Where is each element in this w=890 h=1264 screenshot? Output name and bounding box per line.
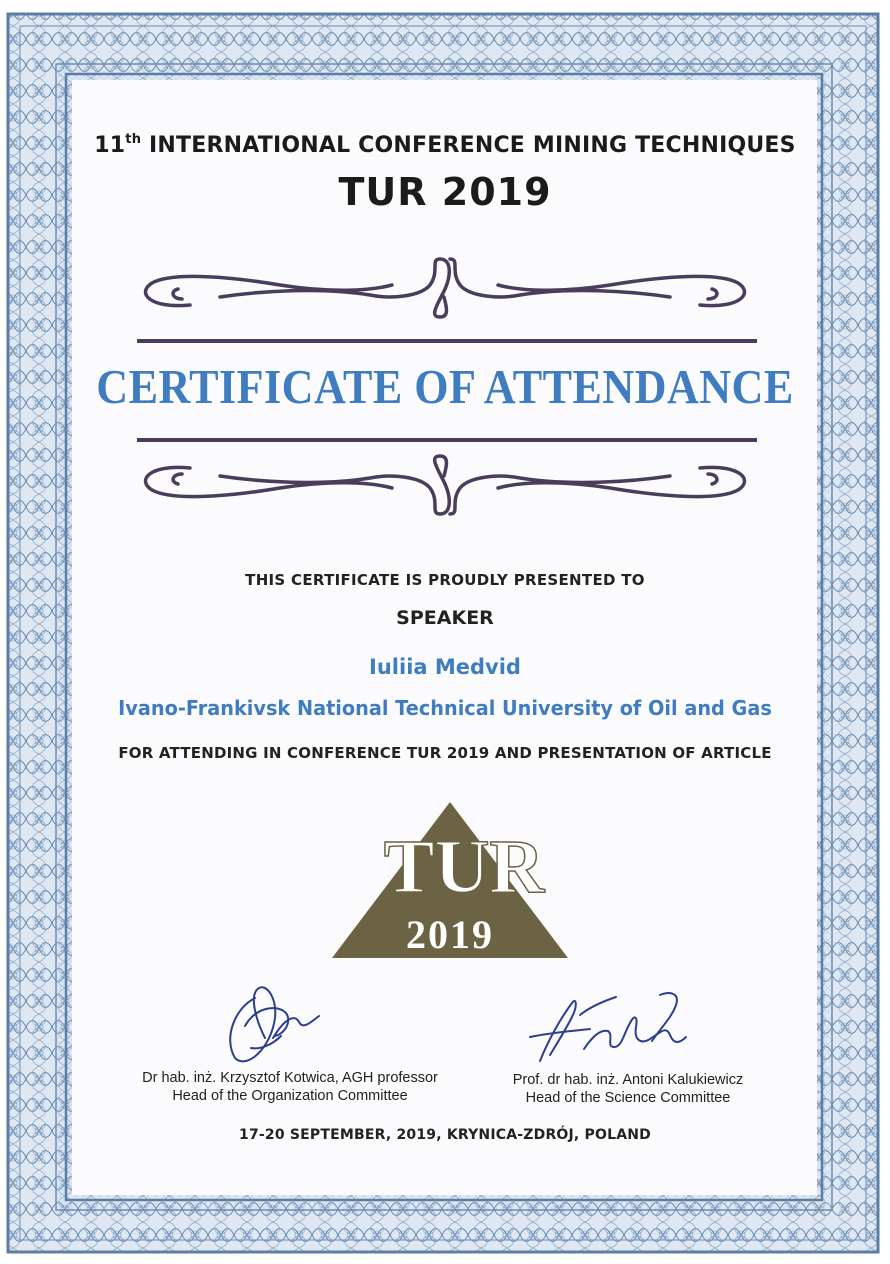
tur-logo-icon	[330, 800, 570, 960]
conference-number: 11	[94, 133, 126, 158]
conference-number-suffix: th	[125, 132, 142, 147]
logo-year: 2019	[406, 912, 494, 957]
signature-left-icon	[215, 978, 325, 1073]
recipient-role: SPEAKER	[396, 607, 494, 629]
logo-word: TUR	[383, 825, 545, 909]
scroll-ornament-bottom-icon	[130, 450, 760, 522]
attendance-reason: FOR ATTENDING IN CONFERENCE TUR 2019 AND PRESENTATION OF ARTICLE	[118, 744, 772, 762]
signatory-science	[448, 1072, 808, 1106]
signatory-position: Head of the Science Committee	[525, 1090, 731, 1106]
signatory-name: Dr hab. inż. Krzysztof Kotwica, AGH professor	[142, 1070, 438, 1086]
signature-right-icon	[520, 985, 690, 1070]
presented-to-line: THIS CERTIFICATE IS PROUDLY PRESENTED TO	[245, 571, 645, 589]
conference-heading	[0, 132, 890, 158]
signatory-organization	[100, 1070, 480, 1104]
conference-title: INTERNATIONAL CONFERENCE MINING TECHNIQUES	[149, 133, 796, 158]
conference-short-title: TUR 2019	[338, 170, 552, 214]
signatory-name: Prof. dr hab. inż. Antoni Kalukiewicz	[512, 1072, 744, 1088]
divider-top	[137, 339, 757, 343]
recipient-affiliation: Ivano-Frankivsk National Technical University of Oil and Gas	[118, 696, 772, 720]
scroll-ornament-top-icon	[130, 255, 760, 325]
document-title: CERTIFICATE OF ATTENDANCE	[96, 359, 794, 414]
divider-bottom	[137, 438, 757, 442]
date-location-footer: 17-20 SEPTEMBER, 2019, KRYNICA-ZDRÓJ, POLAND	[239, 1127, 651, 1143]
recipient-name: Iuliia Medvid	[369, 655, 521, 679]
signatory-position: Head of the Organization Committee	[172, 1088, 408, 1104]
